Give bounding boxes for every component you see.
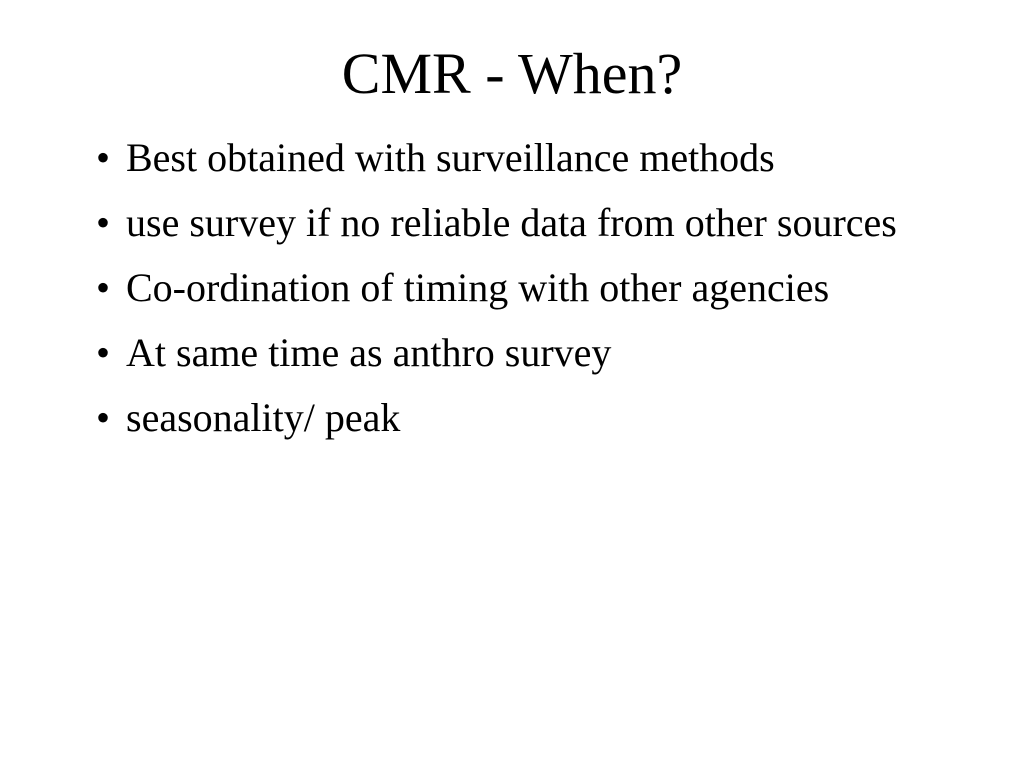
list-item — [80, 262, 960, 314]
bullet-text: Best obtained with surveillance methods — [126, 135, 775, 180]
bullet-marker: • — [95, 135, 110, 180]
list-item — [80, 327, 960, 379]
bullet-text: use survey if no reliable data from other sources — [126, 200, 897, 245]
bullet-marker: • — [95, 265, 110, 310]
slide-title: CMR - When? — [341, 41, 683, 106]
bullet-text: At same time as anthro survey — [126, 330, 612, 375]
bullet-text: seasonality/ peak — [126, 395, 401, 440]
bullet-list — [80, 132, 960, 457]
list-item — [80, 197, 960, 249]
list-item — [80, 392, 960, 444]
list-item — [80, 132, 960, 184]
bullet-marker: • — [95, 330, 110, 375]
bullet-text: Co-ordination of timing with other agencies — [126, 265, 830, 310]
bullet-marker: • — [95, 200, 110, 245]
bullet-marker: • — [95, 395, 110, 440]
